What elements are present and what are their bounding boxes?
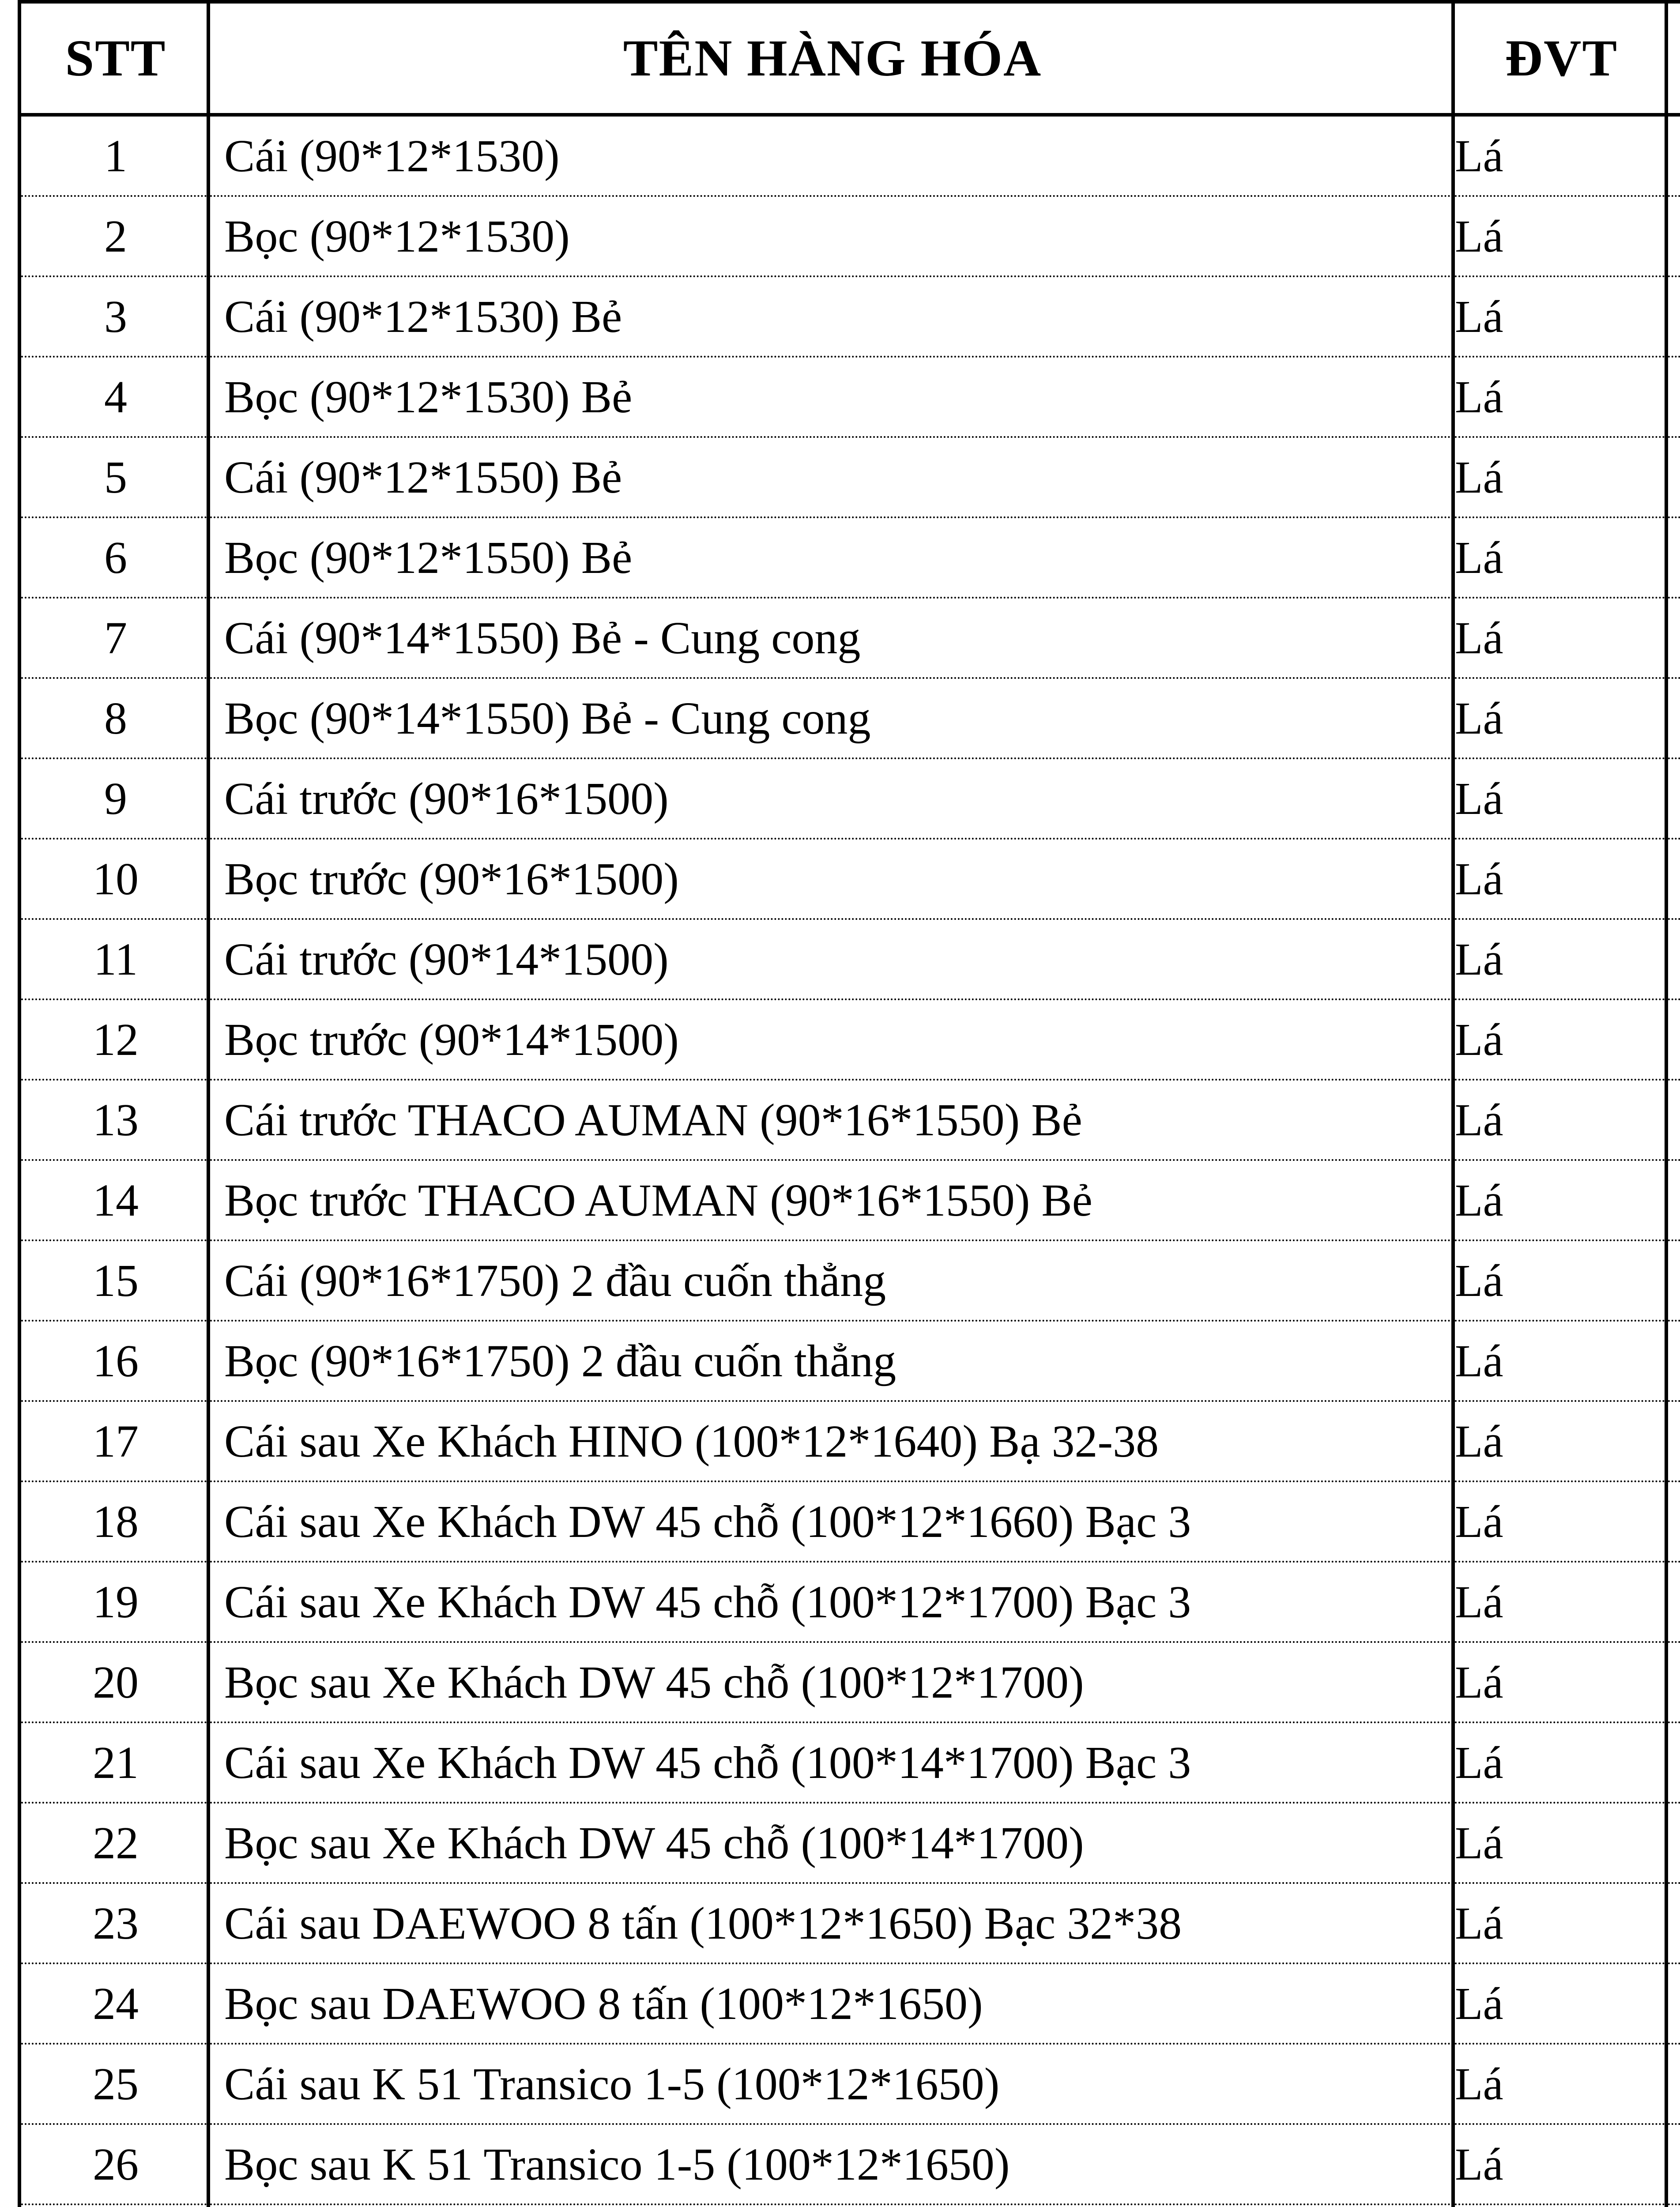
row-stt: 23: [21, 1883, 210, 1963]
table-row: [21, 1722, 1680, 1803]
row-stt: 25: [21, 2044, 210, 2124]
table-row: [21, 437, 1680, 517]
row-unit: Lá: [1455, 1401, 1668, 1481]
row-unit: Lá: [1455, 1883, 1668, 1963]
row-stt: 5: [21, 437, 210, 517]
row-goods-name: Cái (90*14*1550) Bẻ - Cung cong: [210, 598, 1455, 678]
row-truncated-cell: [1668, 2124, 1680, 2204]
row-goods-name: Cái sau DAEWOO 8 tấn (100*12*1650) Bạc 32*38: [210, 1883, 1455, 1963]
row-truncated-cell: [1668, 1401, 1680, 1481]
table-row: [21, 839, 1680, 919]
price-table-sheet: [18, 0, 1680, 2207]
row-truncated-cell: [1668, 1963, 1680, 2044]
row-truncated-cell: [1668, 1160, 1680, 1240]
row-unit: Lá: [1455, 1562, 1668, 1642]
table-row: [21, 598, 1680, 678]
row-truncated-cell: [1668, 357, 1680, 437]
row-unit: Lá: [1455, 839, 1668, 919]
table-row: [21, 1401, 1680, 1481]
row-stt: 26: [21, 2124, 210, 2204]
row-goods-name: Cái (90*16*1750) 2 đầu cuốn thẳng: [210, 1240, 1455, 1321]
row-goods-name: Bọc (90*12*1550) Bẻ: [210, 517, 1455, 598]
table-row: [21, 196, 1680, 276]
row-truncated-cell: [1668, 2204, 1680, 2207]
row-goods-name: [210, 2204, 1455, 2207]
row-goods-name: Cái trước THACO AUMAN (90*16*1550) Bẻ: [210, 1080, 1455, 1160]
row-truncated-cell: [1668, 678, 1680, 758]
row-unit: Lá: [1455, 2044, 1668, 2124]
row-truncated-cell: [1668, 919, 1680, 999]
row-unit: Lá: [1455, 115, 1668, 196]
row-goods-name: Bọc trước (90*14*1500): [210, 999, 1455, 1080]
row-goods-name: Cái trước (90*16*1500): [210, 758, 1455, 839]
row-truncated-cell: [1668, 839, 1680, 919]
row-stt: 9: [21, 758, 210, 839]
row-unit: Lá: [1455, 1160, 1668, 1240]
row-truncated-cell: [1668, 1642, 1680, 1722]
row-goods-name: Bọc trước THACO AUMAN (90*16*1550) Bẻ: [210, 1160, 1455, 1240]
table-row: [21, 1160, 1680, 1240]
row-unit: Lá: [1455, 276, 1668, 357]
table-row: [21, 919, 1680, 999]
row-truncated-cell: [1668, 999, 1680, 1080]
table-row: [21, 1562, 1680, 1642]
row-truncated-cell: [1668, 517, 1680, 598]
row-truncated-cell: [1668, 1722, 1680, 1803]
table-row: [21, 678, 1680, 758]
row-truncated-cell: [1668, 2044, 1680, 2124]
row-unit: Lá: [1455, 1240, 1668, 1321]
row-unit: Lá: [1455, 357, 1668, 437]
column-divider: [1451, 4, 1455, 2207]
row-stt: 4: [21, 357, 210, 437]
row-goods-name: Bọc (90*14*1550) Bẻ - Cung cong: [210, 678, 1455, 758]
row-goods-name: Cái sau Xe Khách DW 45 chỗ (100*12*1660) Bạc 3: [210, 1481, 1455, 1562]
row-truncated-cell: [1668, 1481, 1680, 1562]
row-goods-name: Bọc trước (90*16*1500): [210, 839, 1455, 919]
row-truncated-cell: [1668, 1562, 1680, 1642]
row-goods-name: Bọc (90*12*1530): [210, 196, 1455, 276]
row-truncated-cell: [1668, 598, 1680, 678]
row-unit: Lá: [1455, 1722, 1668, 1803]
column-divider: [1665, 4, 1668, 2207]
table-row: [21, 2124, 1680, 2204]
row-stt: 21: [21, 1722, 210, 1803]
row-goods-name: Cái sau Xe Khách HINO (100*12*1640) Bạ 32-38: [210, 1401, 1455, 1481]
table-row: [21, 1321, 1680, 1401]
row-stt: 14: [21, 1160, 210, 1240]
column-divider: [207, 4, 210, 2207]
table-row: [21, 1642, 1680, 1722]
row-unit: Lá: [1455, 1481, 1668, 1562]
table-row: [21, 2204, 1680, 2207]
row-unit: Lá: [1455, 1642, 1668, 1722]
row-unit: Lá: [1455, 999, 1668, 1080]
table-row: [21, 517, 1680, 598]
row-unit: Lá: [1455, 678, 1668, 758]
table-row: [21, 1883, 1680, 1963]
row-stt: 17: [21, 1401, 210, 1481]
row-stt: 24: [21, 1963, 210, 2044]
row-stt: 8: [21, 678, 210, 758]
row-goods-name: Cái trước (90*14*1500): [210, 919, 1455, 999]
row-stt: 13: [21, 1080, 210, 1160]
row-stt: 16: [21, 1321, 210, 1401]
row-goods-name: Cái (90*12*1550) Bẻ: [210, 437, 1455, 517]
row-goods-name: Bọc sau K 51 Transico 1-5 (100*12*1650): [210, 2124, 1455, 2204]
row-goods-name: Cái sau Xe Khách DW 45 chỗ (100*14*1700) Bạc 3: [210, 1722, 1455, 1803]
row-stt: 20: [21, 1642, 210, 1722]
header-goods-name: TÊN HÀNG HÓA: [210, 4, 1455, 115]
table-row: [21, 1963, 1680, 2044]
row-stt: 3: [21, 276, 210, 357]
table-row: [21, 1481, 1680, 1562]
row-stt: 10: [21, 839, 210, 919]
row-stt: 15: [21, 1240, 210, 1321]
row-goods-name: Cái (90*12*1530) Bẻ: [210, 276, 1455, 357]
row-truncated-cell: [1668, 758, 1680, 839]
row-goods-name: Bọc (90*12*1530) Bẻ: [210, 357, 1455, 437]
table-row: [21, 1080, 1680, 1160]
row-unit: [1455, 2204, 1668, 2207]
row-stt: 11: [21, 919, 210, 999]
row-stt: 12: [21, 999, 210, 1080]
row-unit: Lá: [1455, 437, 1668, 517]
goods-table: [21, 4, 1680, 2207]
header-truncated-column: [1668, 4, 1680, 115]
row-unit: Lá: [1455, 758, 1668, 839]
row-stt: 18: [21, 1481, 210, 1562]
table-row: [21, 115, 1680, 196]
row-unit: Lá: [1455, 1963, 1668, 2044]
row-stt: 19: [21, 1562, 210, 1642]
row-truncated-cell: [1668, 437, 1680, 517]
row-stt: 1: [21, 115, 210, 196]
row-truncated-cell: [1668, 276, 1680, 357]
row-unit: Lá: [1455, 196, 1668, 276]
row-goods-name: Cái sau Xe Khách DW 45 chỗ (100*12*1700) Bạc 3: [210, 1562, 1455, 1642]
row-goods-name: Bọc sau Xe Khách DW 45 chỗ (100*14*1700): [210, 1803, 1455, 1883]
row-truncated-cell: [1668, 115, 1680, 196]
row-stt: [21, 2204, 210, 2207]
table-row: [21, 2044, 1680, 2124]
row-truncated-cell: [1668, 196, 1680, 276]
row-unit: Lá: [1455, 1803, 1668, 1883]
row-stt: 22: [21, 1803, 210, 1883]
row-goods-name: Cái sau K 51 Transico 1-5 (100*12*1650): [210, 2044, 1455, 2124]
table-header-row: [21, 4, 1680, 115]
row-stt: 7: [21, 598, 210, 678]
row-goods-name: Bọc sau DAEWOO 8 tấn (100*12*1650): [210, 1963, 1455, 2044]
table-row: [21, 1240, 1680, 1321]
row-truncated-cell: [1668, 1321, 1680, 1401]
row-goods-name: Bọc sau Xe Khách DW 45 chỗ (100*12*1700): [210, 1642, 1455, 1722]
row-unit: Lá: [1455, 1321, 1668, 1401]
row-stt: 6: [21, 517, 210, 598]
header-unit: ĐVT: [1455, 4, 1668, 115]
row-truncated-cell: [1668, 1080, 1680, 1160]
table-row: [21, 1803, 1680, 1883]
row-unit: Lá: [1455, 598, 1668, 678]
row-unit: Lá: [1455, 517, 1668, 598]
table-row: [21, 999, 1680, 1080]
row-goods-name: Bọc (90*16*1750) 2 đầu cuốn thẳng: [210, 1321, 1455, 1401]
table-row: [21, 276, 1680, 357]
row-truncated-cell: [1668, 1803, 1680, 1883]
row-stt: 2: [21, 196, 210, 276]
header-stt: STT: [21, 4, 210, 115]
row-unit: Lá: [1455, 919, 1668, 999]
row-unit: Lá: [1455, 1080, 1668, 1160]
table-row: [21, 357, 1680, 437]
row-truncated-cell: [1668, 1240, 1680, 1321]
row-truncated-cell: [1668, 1883, 1680, 1963]
table-row: [21, 758, 1680, 839]
row-unit: Lá: [1455, 2124, 1668, 2204]
row-goods-name: Cái (90*12*1530): [210, 115, 1455, 196]
